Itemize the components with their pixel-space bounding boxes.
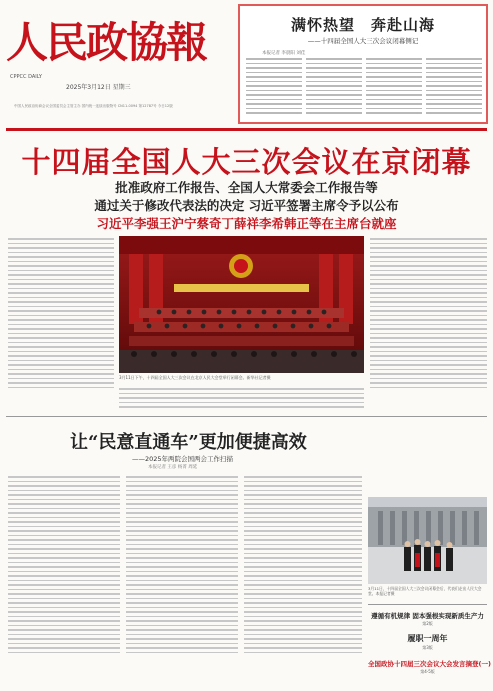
top-feature-subtitle: ——十四届全国人大三次会议闭幕侧记	[307, 37, 419, 45]
top-feature-body	[246, 58, 482, 120]
lead-subhead-2: 通过关于修改代表法的决定 习近平签署主席令予以公布	[94, 198, 399, 213]
top-feature-article[interactable]	[238, 4, 488, 124]
great-hall-illustration	[119, 236, 364, 373]
index-item-2[interactable]: 履职一周年	[407, 634, 448, 643]
lead-article-left-column	[8, 238, 114, 391]
lead-subhead-3: 习近平李强王沪宁蔡奇丁薛祥李希韩正等在主席台就座	[96, 216, 397, 231]
masthead-rule	[6, 128, 487, 131]
top-feature-title: 满怀热望 奔赴山海	[290, 16, 435, 34]
lead-photo[interactable]	[119, 236, 364, 373]
index-item-2-page: 第3版	[422, 645, 433, 650]
lead-subhead-1: 批准政府工作报告、全国人大常委会工作报告等	[115, 180, 378, 195]
second-photo-caption: 3月11日，十四届全国人大三次会议闭幕会后，代表们走出人民大会堂。本报记者摄	[368, 586, 482, 596]
masthead-brand-en: CPPCC DAILY	[10, 74, 42, 80]
masthead	[6, 4, 234, 126]
masthead-date: 2025年3月12日 星期三	[66, 84, 131, 91]
index-item-1-page: 第2版	[422, 621, 433, 626]
index-item-3[interactable]: 全国政协十四届三次会议大会发言摘登(一)	[368, 660, 491, 668]
second-article-col-2	[126, 476, 238, 656]
masthead-info: 中国人民政治协商会议全国委员会主管主办 国内统一连续出版物号 CN11-0094 第12787号 今日12版	[14, 104, 173, 108]
lead-photo-caption: 3月11日下午，十四届全国人大三次会议在北京人民大会堂举行闭幕会。新华社记者摄	[119, 375, 271, 380]
second-photo[interactable]	[368, 497, 487, 584]
lead-article-center-text	[119, 388, 364, 411]
index-item-3-page: 第4-5版	[420, 669, 435, 674]
second-subtitle: ——2025年两院会国两会工作扫描	[132, 455, 234, 463]
second-article-col-3	[244, 476, 362, 656]
second-byline: 本报记者 王彦 杨菁 周延	[148, 465, 198, 470]
lead-headline[interactable]: 十四届全国人大三次会议在京闭幕	[21, 145, 472, 179]
page-index	[368, 604, 491, 687]
great-hall-exterior-illustration	[368, 497, 487, 584]
index-item-1[interactable]: 遵循有机规律 固本强根实现新质生产力	[371, 612, 484, 620]
second-headline[interactable]: 让“民意直通车”更加便捷高效	[70, 432, 307, 453]
top-feature-byline: 本报记者 李晨阳 刘佳	[262, 51, 306, 56]
lead-article-right-column	[370, 238, 487, 391]
second-article-col-1	[8, 476, 120, 656]
section-divider	[6, 416, 487, 417]
masthead-title: 人民政協報	[6, 18, 207, 67]
